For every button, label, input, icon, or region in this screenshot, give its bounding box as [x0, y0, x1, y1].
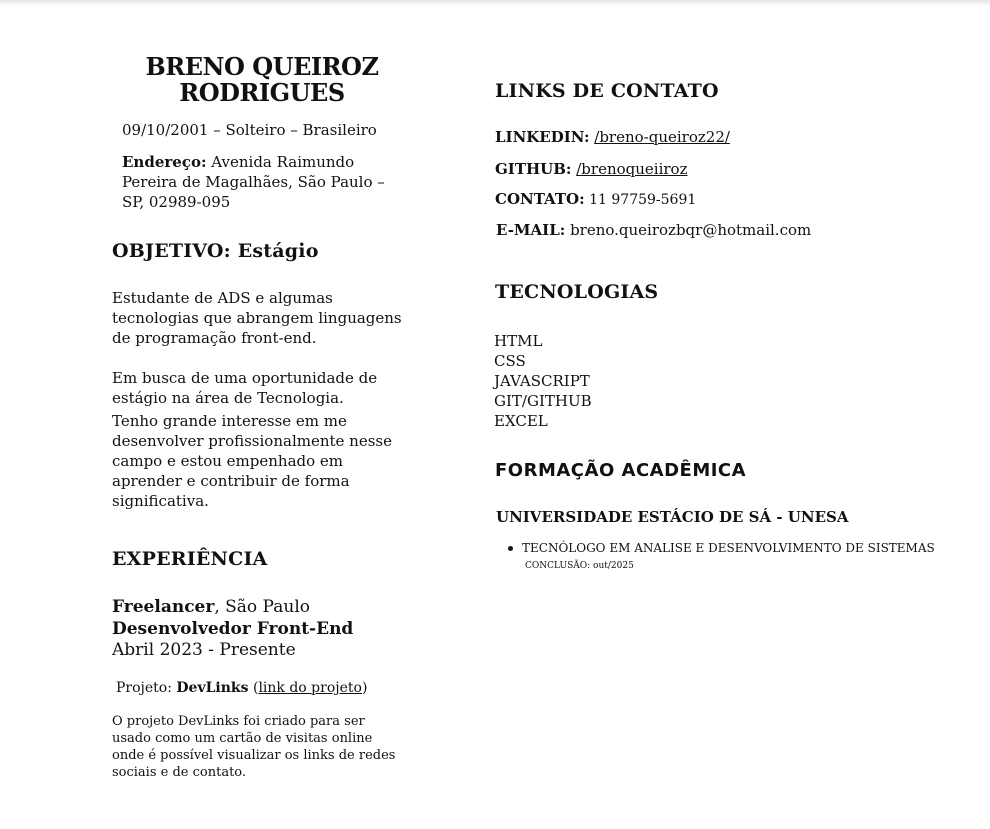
address-line-1: [122, 152, 354, 172]
page-top-shadow: [0, 0, 990, 6]
github-link[interactable]: /brenoqueiiroz: [576, 160, 688, 178]
objective-paragraph-1: Estudante de ADS e algumas tecnologias que abrangem linguagens de programação front-end.: [112, 289, 402, 347]
linkedin-link[interactable]: /breno-queiroz22/: [594, 128, 730, 146]
phone-label: CONTATO:: [495, 190, 585, 208]
experience-role: Desenvolvedor Front-End: [112, 619, 354, 639]
contact-heading: LINKS DE CONTATO: [495, 80, 719, 102]
conclusion-value: out/2025: [593, 561, 634, 571]
bullet-icon: [508, 546, 513, 551]
project-link-open: (: [252, 680, 259, 696]
address-line-2: Pereira de Magalhães, São Paulo –: [122, 173, 385, 191]
address-line-3: SP, 02989-095: [122, 193, 231, 211]
objective-heading: [112, 240, 319, 262]
contact-github: [495, 159, 687, 179]
technology-item: EXCEL: [494, 412, 548, 430]
conclusion-label: CONCLUSÃO:: [525, 561, 591, 571]
technology-item: HTML: [494, 332, 543, 350]
email-value: breno.queirozbqr@hotmail.com: [570, 221, 812, 239]
technology-item: GIT/GITHUB: [494, 392, 592, 410]
technologies-heading: TECNOLOGIAS: [495, 281, 659, 303]
contact-email: [496, 220, 811, 240]
address-value-1: Avenida Raimundo: [211, 153, 355, 171]
objective-value: Estágio: [237, 240, 319, 262]
project-name: DevLinks: [176, 680, 249, 696]
project-line: [116, 680, 367, 696]
contact-linkedin: [495, 127, 730, 147]
education-heading: FORMAÇÃO ACADÊMICA: [495, 460, 747, 481]
email-label: E-MAIL:: [496, 221, 566, 239]
github-label: GITHUB:: [495, 160, 572, 178]
experience-location: , São Paulo: [214, 597, 310, 617]
phone-value: 11 97759-5691: [589, 192, 697, 208]
education-institution: UNIVERSIDADE ESTÁCIO DE SÁ - UNESA: [496, 508, 849, 526]
linkedin-label: LINKEDIN:: [495, 128, 590, 146]
objective-paragraph-2: Em busca de uma oportunidade de estágio na área de Tecnologia.: [112, 369, 378, 407]
experience-company-line: [112, 597, 310, 617]
project-description: O projeto DevLinks foi criado para ser usado como um cartão de visitas online onde é possível visualizar os links de redes sociais e de contato.: [112, 714, 396, 780]
project-link-close: ): [361, 680, 368, 696]
contact-phone: [495, 190, 696, 208]
project-link[interactable]: link do projeto: [258, 680, 362, 696]
technology-item: JAVASCRIPT: [494, 372, 590, 390]
experience-heading: EXPERIÊNCIA: [112, 548, 268, 570]
education-conclusion: [525, 561, 634, 571]
candidate-name: BRENO QUEIROZ RODRIGUES: [145, 52, 379, 107]
project-label: Projeto:: [116, 680, 172, 696]
experience-period: Abril 2023 - Presente: [112, 640, 296, 660]
personal-info: 09/10/2001 – Solteiro – Brasileiro: [122, 121, 377, 139]
objective-label: OBJETIVO:: [112, 240, 231, 262]
education-course: TECNÓLOGO EM ANALISE E DESENVOLVIMENTO DE SISTEMAS: [522, 541, 935, 555]
objective-paragraph-3: Tenho grande interesse em me desenvolver profissionalmente nesse campo e estou empenhado em aprender e contribuir de forma significativa.: [112, 412, 392, 510]
experience-company: Freelancer: [112, 597, 215, 617]
address-label: Endereço:: [122, 153, 207, 171]
technology-item: CSS: [494, 352, 526, 370]
